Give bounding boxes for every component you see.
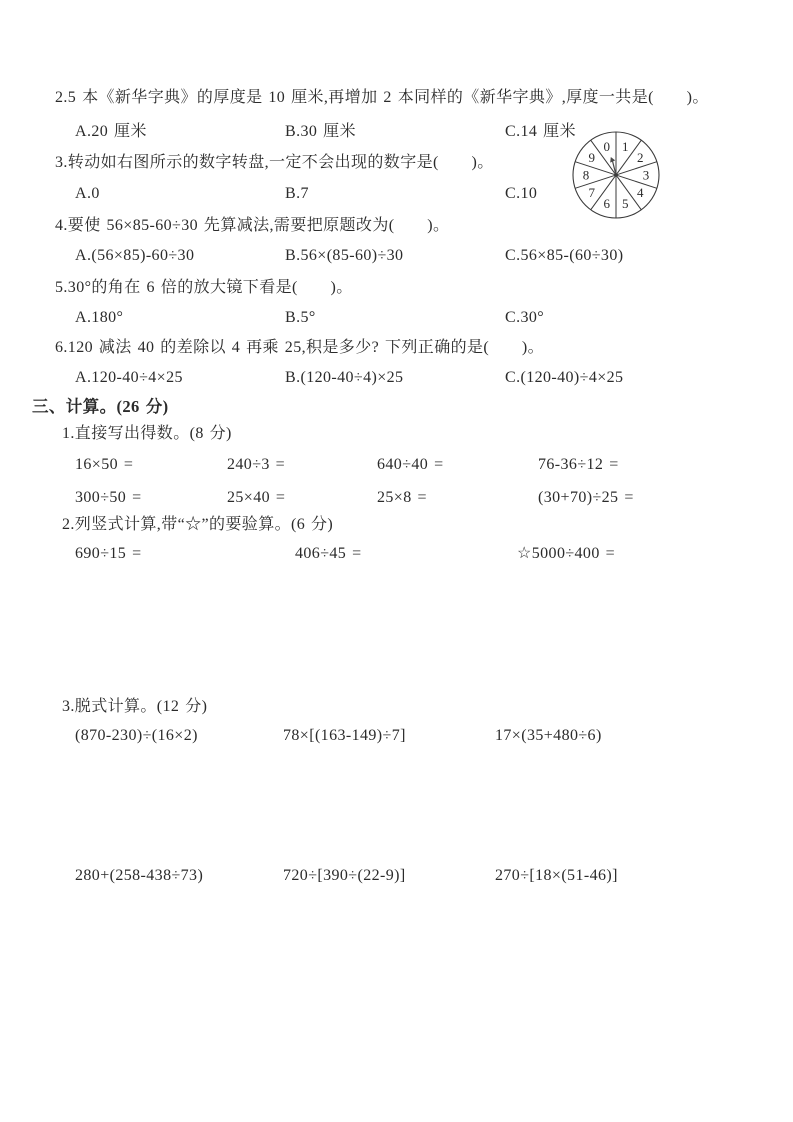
question-6-option-b: B.(120-40÷4)×25 <box>285 369 404 386</box>
spinner-label-4: 4 <box>637 185 644 201</box>
direct-calc-item: 76-36÷12 = <box>538 456 619 473</box>
question-6-text: 6.120 减法 40 的差除以 4 再乘 25,积是多少? 下列正确的是( )。 <box>55 339 545 356</box>
question-2-option-a: A.20 厘米 <box>75 123 147 140</box>
direct-calc-title: 1.直接写出得数。(8 分) <box>62 425 232 442</box>
vertical-calc-item: 690÷15 = <box>75 545 142 562</box>
direct-calc-item: 25×40 = <box>227 489 286 506</box>
direct-calc-item: 240÷3 = <box>227 456 286 473</box>
spinner-label-6: 6 <box>603 196 610 211</box>
question-4-option-c: C.56×85-(60÷30) <box>505 247 624 264</box>
number-spinner-diagram <box>570 129 662 221</box>
vertical-calc-item: ☆5000÷400 = <box>517 545 616 562</box>
direct-calc-item: 25×8 = <box>377 489 427 506</box>
spinner-label-9: 9 <box>588 149 595 165</box>
spinner-label-0: 0 <box>603 139 610 154</box>
question-3-option-c: C.10 <box>505 185 538 202</box>
question-4-option-b: B.56×(85-60)÷30 <box>285 247 404 264</box>
spinner-label-1: 1 <box>622 139 629 154</box>
vertical-calc-title: 2.列竖式计算,带“☆”的要验算。(6 分) <box>62 516 334 533</box>
spinner-label-5: 5 <box>622 196 629 211</box>
direct-calc-item: 640÷40 = <box>377 456 444 473</box>
question-2-option-b: B.30 厘米 <box>285 123 356 140</box>
question-5-option-c: C.30° <box>505 309 545 326</box>
stepwise-calc-item: 270÷[18×(51-46)] <box>495 867 618 884</box>
question-2-text: 2.5 本《新华字典》的厚度是 10 厘米,再增加 2 本同样的《新华字典》,厚度一共是( )。 <box>55 89 709 106</box>
stepwise-calc-item: 78×[(163-149)÷7] <box>283 727 406 744</box>
direct-calc-item: 300÷50 = <box>75 489 142 506</box>
stepwise-calc-item: 720÷[390÷(22-9)] <box>283 867 406 884</box>
question-5-text: 5.30°的角在 6 倍的放大镜下看是( )。 <box>55 279 353 296</box>
question-3-option-b: B.7 <box>285 185 309 202</box>
stepwise-calc-item: (870-230)÷(16×2) <box>75 727 198 744</box>
question-5-option-b: B.5° <box>285 309 316 326</box>
question-3-option-a: A.0 <box>75 185 100 202</box>
stepwise-calc-title: 3.脱式计算。(12 分) <box>62 698 208 715</box>
direct-calc-item: 16×50 = <box>75 456 134 473</box>
spinner-label-7: 7 <box>588 185 595 201</box>
vertical-calc-item: 406÷45 = <box>295 545 362 562</box>
question-4-option-a: A.(56×85)-60÷30 <box>75 247 195 264</box>
spinner-label-2: 2 <box>637 149 644 165</box>
question-4-text: 4.要使 56×85-60÷30 先算减法,需要把原题改为( )。 <box>55 217 450 234</box>
question-6-option-c: C.(120-40)÷4×25 <box>505 369 624 386</box>
question-5-option-a: A.180° <box>75 309 124 326</box>
question-6-option-a: A.120-40÷4×25 <box>75 369 183 386</box>
stepwise-calc-item: 17×(35+480÷6) <box>495 727 602 744</box>
direct-calc-item: (30+70)÷25 = <box>538 489 634 506</box>
stepwise-calc-item: 280+(258-438÷73) <box>75 867 204 884</box>
spinner-label-3: 3 <box>642 167 650 183</box>
question-2-option-c: C.14 厘米 <box>505 123 576 140</box>
calc-section-title: 三、计算。(26 分) <box>32 397 169 416</box>
spinner-label-8: 8 <box>582 167 590 183</box>
question-3-text: 3.转动如右图所示的数字转盘,一定不会出现的数字是( )。 <box>55 154 494 171</box>
